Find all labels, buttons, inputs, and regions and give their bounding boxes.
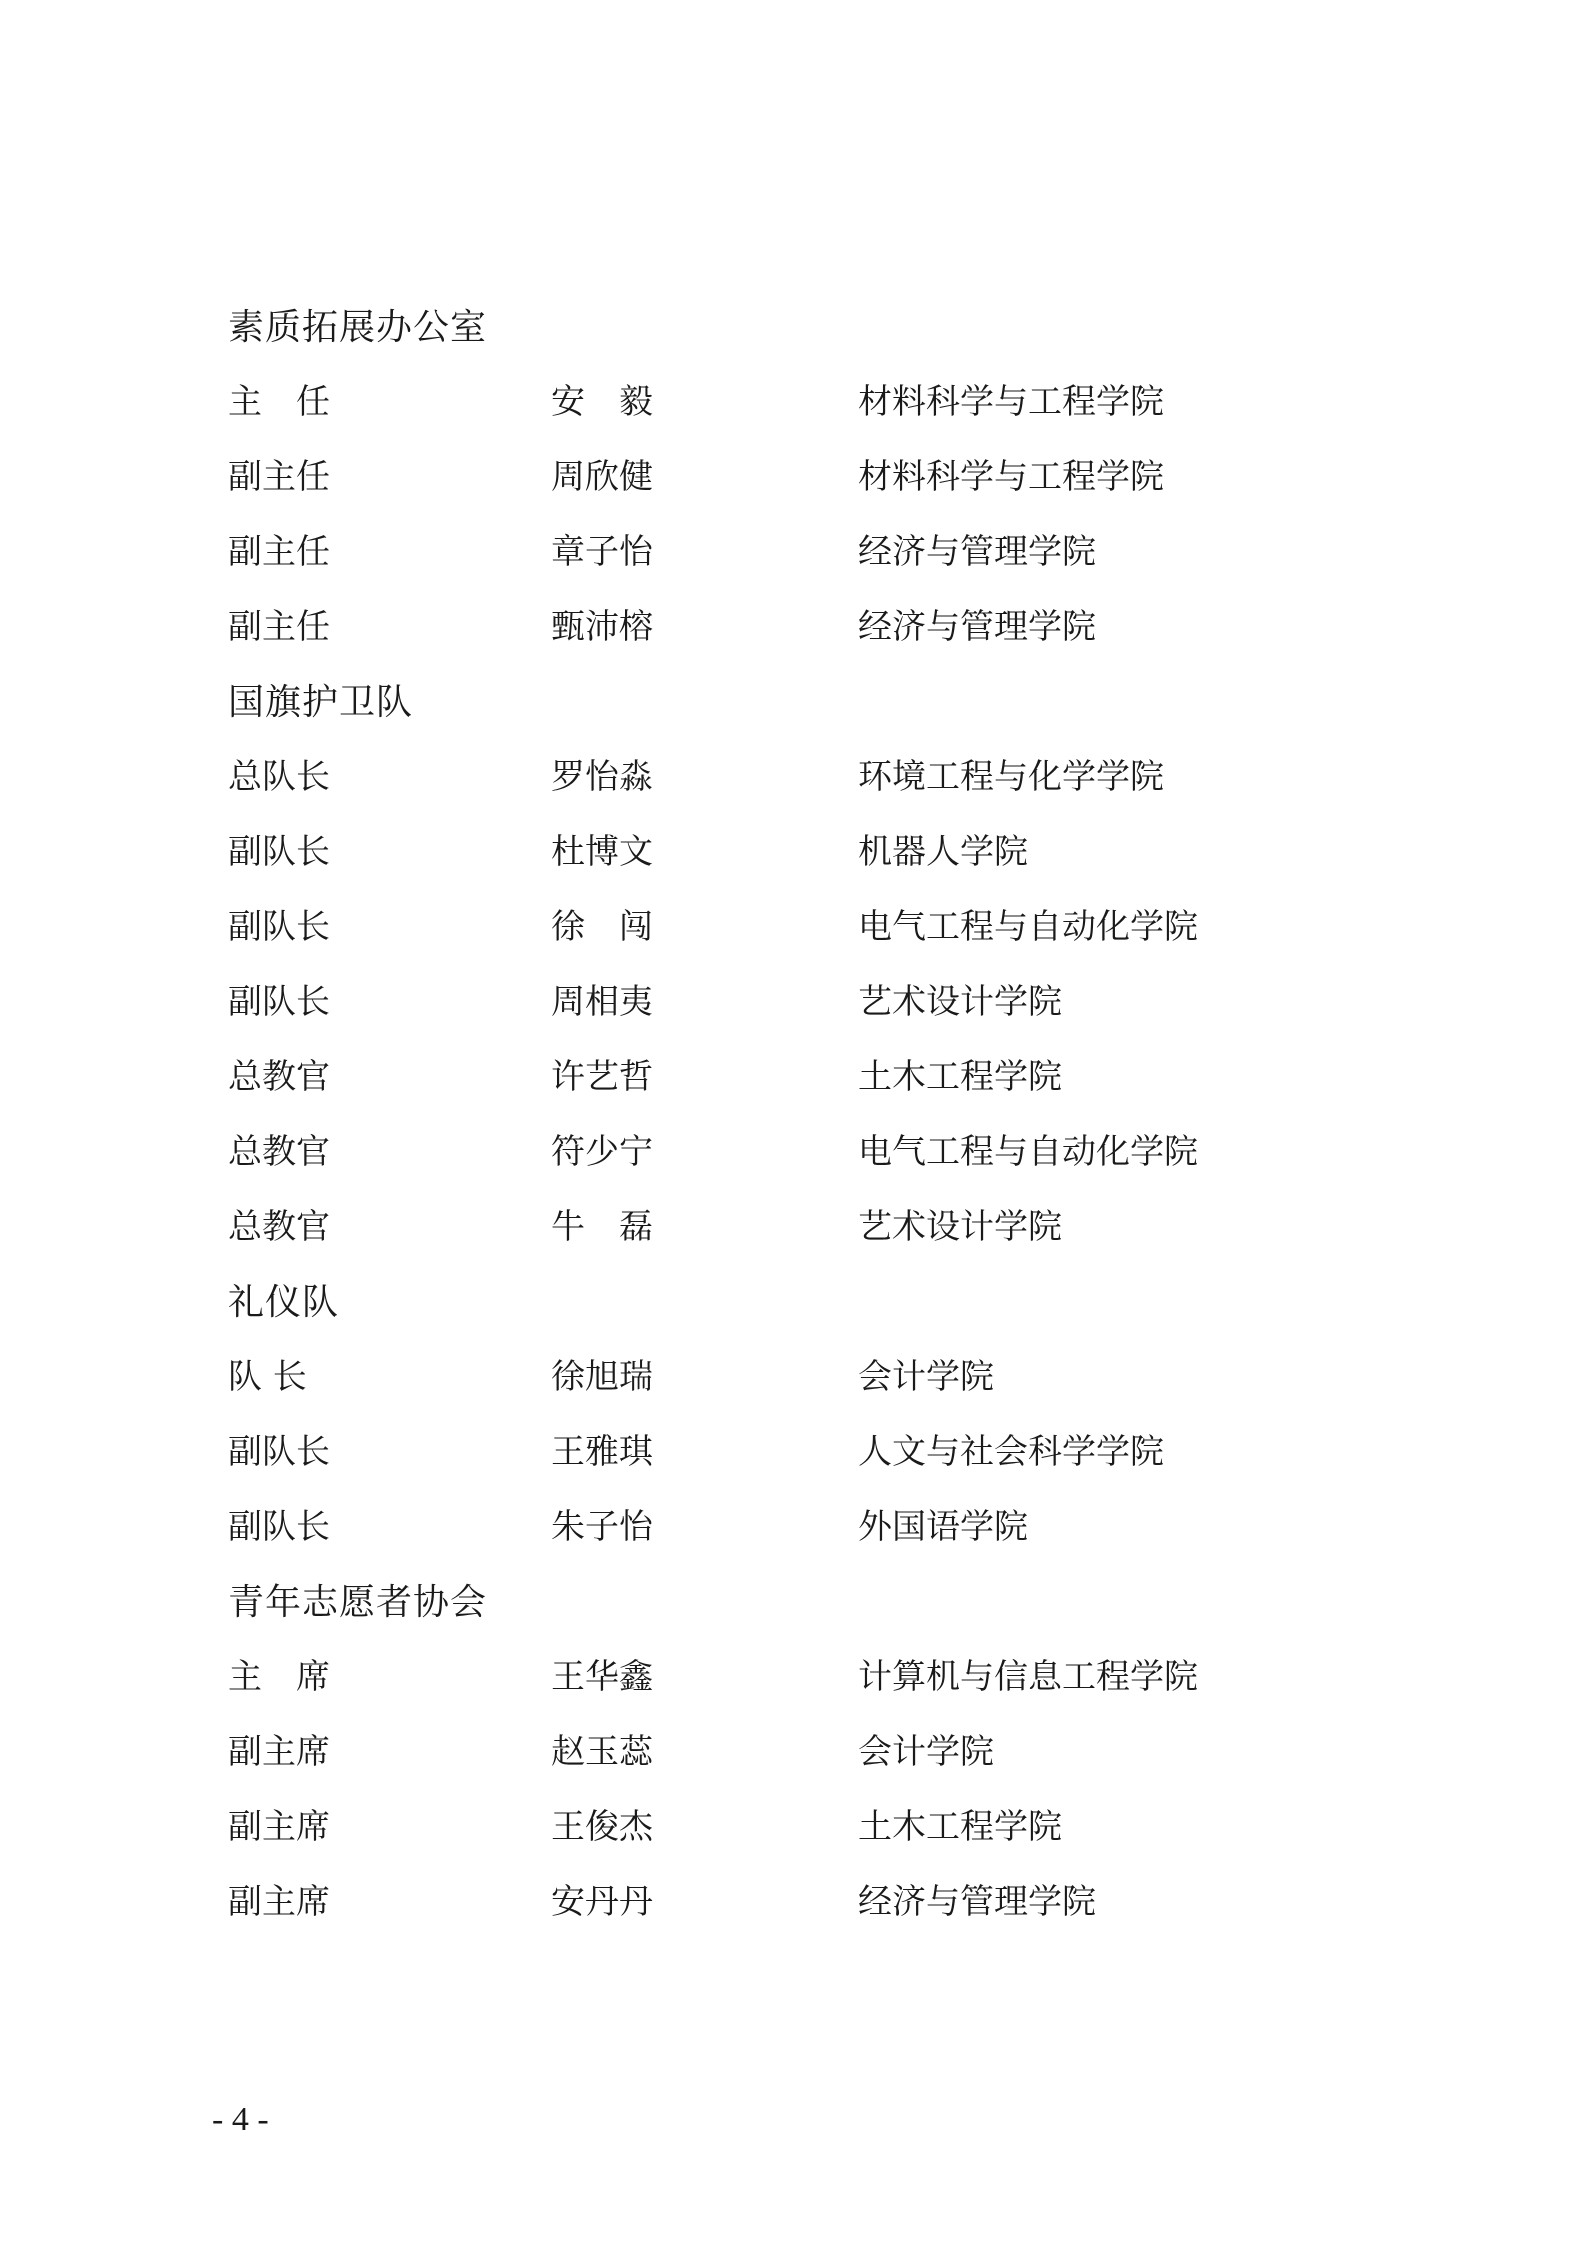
member-role: 副主任 bbox=[228, 607, 330, 647]
roster-row bbox=[228, 1415, 1378, 1490]
member-role: 副队长 bbox=[228, 982, 330, 1022]
member-school: 电气工程与自动化学院 bbox=[858, 1132, 1198, 1172]
member-role: 副主席 bbox=[228, 1882, 330, 1922]
member-school: 经济与管理学院 bbox=[858, 1882, 1096, 1922]
member-name: 徐 闯 bbox=[551, 907, 653, 947]
member-role: 总队长 bbox=[228, 757, 330, 797]
section-heading: 国旗护卫队 bbox=[228, 682, 414, 723]
member-role: 副队长 bbox=[228, 907, 330, 947]
roster-content bbox=[228, 290, 1378, 1940]
member-school: 人文与社会科学学院 bbox=[858, 1432, 1164, 1472]
member-name: 符少宁 bbox=[551, 1132, 653, 1172]
member-school: 电气工程与自动化学院 bbox=[858, 907, 1198, 947]
member-school: 经济与管理学院 bbox=[858, 532, 1096, 572]
member-role: 副主席 bbox=[228, 1807, 330, 1847]
section-heading: 素质拓展办公室 bbox=[228, 307, 488, 348]
member-name: 章子怡 bbox=[551, 532, 653, 572]
section-heading: 青年志愿者协会 bbox=[228, 1582, 488, 1623]
roster-row bbox=[228, 1790, 1378, 1865]
member-name: 安 毅 bbox=[551, 382, 653, 422]
member-role: 总教官 bbox=[228, 1132, 330, 1172]
member-role: 主 任 bbox=[228, 382, 330, 422]
page-number: - 4 - bbox=[212, 2101, 269, 2138]
roster-row bbox=[228, 965, 1378, 1040]
member-role: 副队长 bbox=[228, 832, 330, 872]
member-role: 副主任 bbox=[228, 532, 330, 572]
member-name: 王雅琪 bbox=[551, 1432, 653, 1472]
member-role: 副主席 bbox=[228, 1732, 330, 1772]
member-role: 副主任 bbox=[228, 457, 330, 497]
member-name: 王华鑫 bbox=[551, 1657, 653, 1697]
member-role: 队 长 bbox=[228, 1357, 307, 1397]
member-name: 甄沛榕 bbox=[551, 607, 653, 647]
roster-row bbox=[228, 1640, 1378, 1715]
member-school: 经济与管理学院 bbox=[858, 607, 1096, 647]
member-school: 材料科学与工程学院 bbox=[858, 457, 1164, 497]
roster-row bbox=[228, 1115, 1378, 1190]
roster-row bbox=[228, 365, 1378, 440]
member-name: 许艺哲 bbox=[551, 1057, 653, 1097]
roster-row bbox=[228, 1490, 1378, 1565]
member-name: 安丹丹 bbox=[551, 1882, 653, 1922]
roster-row bbox=[228, 1865, 1378, 1940]
member-school: 艺术设计学院 bbox=[858, 982, 1062, 1022]
member-role: 总教官 bbox=[228, 1207, 330, 1247]
roster-row bbox=[228, 740, 1378, 815]
roster-row bbox=[228, 1340, 1378, 1415]
roster-row bbox=[228, 590, 1378, 665]
roster-row bbox=[228, 890, 1378, 965]
member-role: 总教官 bbox=[228, 1057, 330, 1097]
member-school: 会计学院 bbox=[858, 1732, 994, 1772]
member-school: 材料科学与工程学院 bbox=[858, 382, 1164, 422]
member-school: 会计学院 bbox=[858, 1357, 994, 1397]
roster-row bbox=[228, 1190, 1378, 1265]
roster-row bbox=[228, 440, 1378, 515]
member-name: 赵玉蕊 bbox=[551, 1732, 653, 1772]
roster-row bbox=[228, 1040, 1378, 1115]
member-school: 土木工程学院 bbox=[858, 1807, 1062, 1847]
member-name: 牛 磊 bbox=[551, 1207, 653, 1247]
roster-row bbox=[228, 1715, 1378, 1790]
member-name: 王俊杰 bbox=[551, 1807, 653, 1847]
member-school: 艺术设计学院 bbox=[858, 1207, 1062, 1247]
roster-row bbox=[228, 815, 1378, 890]
member-name: 徐旭瑞 bbox=[551, 1357, 653, 1397]
member-role: 副队长 bbox=[228, 1432, 330, 1472]
member-school: 机器人学院 bbox=[858, 832, 1028, 872]
section-heading: 礼仪队 bbox=[228, 1282, 340, 1323]
member-school: 计算机与信息工程学院 bbox=[858, 1657, 1198, 1697]
member-name: 罗怡淼 bbox=[551, 757, 653, 797]
member-name: 周相夷 bbox=[551, 982, 653, 1022]
member-school: 环境工程与化学学院 bbox=[858, 757, 1164, 797]
member-role: 副队长 bbox=[228, 1507, 330, 1547]
member-name: 朱子怡 bbox=[551, 1507, 653, 1547]
member-role: 主 席 bbox=[228, 1657, 330, 1697]
member-school: 外国语学院 bbox=[858, 1507, 1028, 1547]
member-name: 杜博文 bbox=[551, 832, 653, 872]
roster-row bbox=[228, 515, 1378, 590]
member-name: 周欣健 bbox=[551, 457, 653, 497]
member-school: 土木工程学院 bbox=[858, 1057, 1062, 1097]
